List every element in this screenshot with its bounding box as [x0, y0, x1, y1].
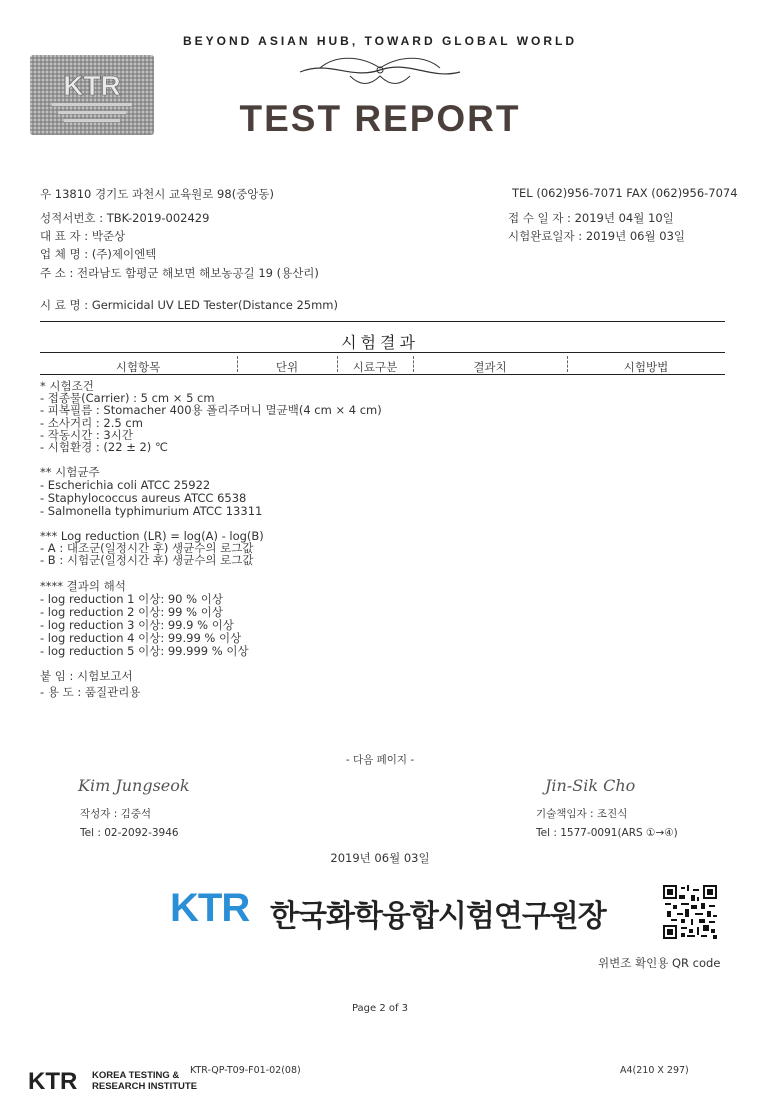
office-address: 우 13810 경기도 과천시 교육원로 98(중앙동): [40, 187, 274, 201]
strain-line: - Staphylococcus aureus ATCC 6538: [40, 491, 247, 505]
strain-line: - Escherichia coli ATCC 25922: [40, 478, 211, 492]
report-title: TEST REPORT: [239, 98, 521, 139]
interpretation-line: - log reduction 1 이상: 90 % 이상: [40, 592, 223, 606]
qr-caption: 위변조 확인용 QR code: [598, 956, 721, 970]
formula-line: - B : 시험군(일정시간 후) 생균수의 로그값: [40, 553, 254, 567]
condition-line: - 접종물(Carrier) : 5 cm × 5 cm: [40, 391, 215, 405]
report-number: 성적서번호 : TBK-2019-002429: [40, 211, 210, 225]
completed-date: 시험완료일자 : 2019년 06월 03일: [508, 229, 686, 243]
divider-top: [40, 321, 725, 322]
divider-header-top: [40, 352, 725, 353]
interpretation-line: - log reduction 2 이상: 99 % 이상: [40, 605, 223, 619]
formula-line: *** Log reduction (LR) = log(A) - log(B): [40, 529, 264, 543]
ornament-decoration: [290, 50, 470, 90]
strain-line: - Salmonella typhimurium ATCC 13311: [40, 504, 263, 518]
purpose: - 용 도 : 품질관리용: [40, 685, 141, 699]
page-number: Page 2 of 3: [351, 1003, 409, 1014]
interpretation-line: - log reduction 5 이상: 99.999 % 이상: [40, 644, 249, 658]
org-name: 한국화학융합시험연구원장: [270, 899, 606, 934]
tech-manager-signature: Jin-Sik Cho: [545, 776, 636, 795]
ktr-logo: KTR: [170, 886, 250, 930]
condition-line: - 작동시간 : 3시간: [40, 428, 133, 442]
author-signature: Kim Jungseok: [78, 776, 190, 795]
col-method: 시험방법: [623, 360, 669, 374]
tech-manager-name: 기술책임자 : 조진식: [536, 808, 628, 820]
form-code: KTR-QP-T09-F01-02(08): [190, 1065, 301, 1076]
formula-line: - A : 대조군(일정시간 후) 생균수의 로그값: [40, 541, 254, 555]
company-address: 주 소 : 전라남도 함평군 해보면 해보농공길 19 (용산리): [40, 266, 319, 280]
condition-line: - 시험환경 : (22 ± 2) ℃: [40, 440, 168, 454]
footer-institute-name: [92, 1070, 197, 1092]
interpretation-line: - log reduction 4 이상: 99.99 % 이상: [40, 631, 242, 645]
strain-line: ** 시험균주: [40, 465, 100, 479]
tech-manager-tel: Tel : 1577-0091(ARS ①→④): [536, 827, 678, 839]
col-result: 결과치: [473, 360, 507, 374]
sample-name: 시 료 명 : Germicidal UV LED Tester(Distance 25mm): [40, 298, 338, 312]
svg-text:KTR: KTR: [63, 70, 121, 101]
author-name: 작성자 : 김중석: [80, 808, 152, 820]
col-sample-type: 시료구분: [352, 360, 398, 374]
author-tel: Tel : 02-2092-3946: [80, 827, 179, 839]
condition-line: - 소사거리 : 2.5 cm: [40, 416, 143, 430]
divider-header-bottom: [40, 374, 725, 375]
attachment: 붙 임 : 시험보고서: [40, 669, 133, 683]
condition-line: - 피복필름 : Stomacher 400용 폴리주머니 멸균백(4 cm × 4 cm): [40, 403, 382, 417]
issue-date: 2019년 06월 03일: [330, 851, 430, 865]
next-page-note: - 다음 페이지 -: [345, 754, 415, 766]
results-title: 시험결과: [341, 333, 419, 352]
footer-ktr-logo: KTR: [28, 1068, 78, 1095]
condition-line: * 시험조건: [40, 379, 94, 393]
company-name: 업 체 명 : (주)제이엔텍: [40, 247, 157, 261]
header-tagline: BEYOND ASIAN HUB, TOWARD GLOBAL WORLD: [182, 34, 578, 48]
interpretation-line: **** 결과의 해석: [40, 579, 126, 593]
col-unit: 단위: [275, 360, 299, 374]
interpretation-line: - log reduction 3 이상: 99.9 % 이상: [40, 618, 234, 632]
footer-institute-line2: RESEARCH INSTITUTE: [92, 1081, 198, 1092]
representative: 대 표 자 : 박준상: [40, 229, 126, 243]
received-date: 접 수 일 자 : 2019년 04월 10일: [508, 211, 674, 225]
footer-institute-line1: KOREA TESTING &: [92, 1070, 180, 1081]
office-phone-fax: TEL (062)956-7071 FAX (062)956-7074: [512, 186, 738, 200]
col-test-item: 시험항목: [115, 360, 161, 374]
qr-code[interactable]: [663, 885, 717, 939]
paper-size: A4(210 X 297): [620, 1065, 689, 1076]
